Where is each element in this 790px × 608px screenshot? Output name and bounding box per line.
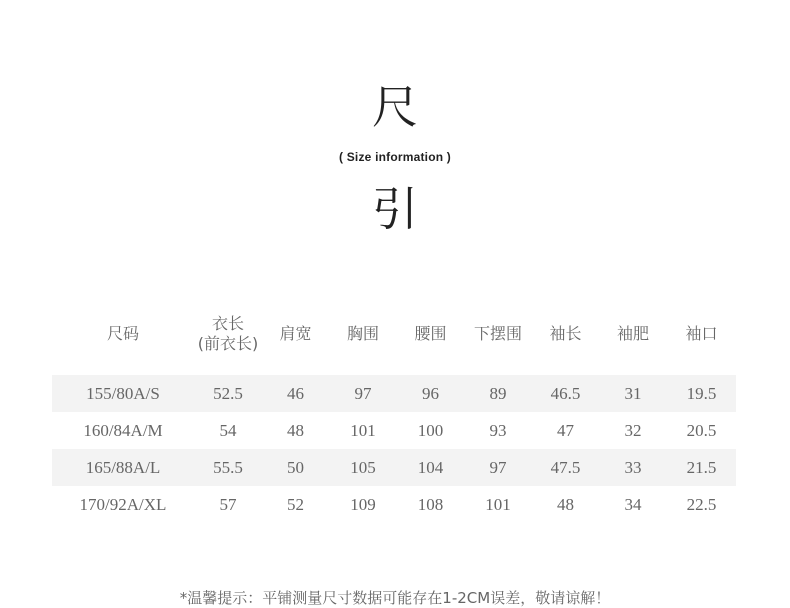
table-cell: 50 (287, 457, 304, 477)
table-cell: 54 (219, 420, 237, 440)
table-row (52, 412, 736, 449)
size-table (52, 312, 736, 523)
header-label: 衣长 (211, 313, 244, 333)
table-row (52, 375, 736, 412)
table-cell: 155/80A/S (86, 383, 160, 403)
table-cell: 48 (287, 420, 304, 440)
table-cell: 46.5 (550, 383, 581, 403)
table-cell: 52 (287, 494, 304, 514)
table-cell: 47.5 (550, 457, 581, 477)
header-sleeve-width (599, 324, 667, 344)
table-cell: 89 (489, 383, 507, 403)
header-label: 袖口 (685, 323, 718, 343)
table-cell: 170/92A/XL (79, 494, 167, 514)
table-header-row (52, 312, 736, 355)
header-label: 下摆围 (473, 323, 522, 343)
header-hem (464, 324, 532, 344)
header-label: 尺码 (106, 323, 139, 343)
table-cell: 46 (287, 383, 304, 403)
table-cell: 33 (624, 457, 642, 477)
table-cell: 160/84A/M (83, 420, 163, 440)
table-row (52, 486, 736, 523)
header-chest (329, 324, 397, 344)
table-cell: 47 (557, 420, 574, 440)
table-cell: 21.5 (686, 457, 717, 477)
table-cell: 100 (417, 420, 444, 440)
table-cell: 22.5 (686, 494, 717, 514)
header-label: 袖肥 (616, 323, 649, 343)
table-cell: 101 (485, 494, 511, 514)
header-label: 胸围 (346, 323, 379, 343)
table-cell: 96 (422, 383, 439, 403)
table-cell: 20.5 (686, 420, 717, 440)
header-cuff (667, 324, 736, 344)
table-cell: 34 (624, 494, 642, 514)
title-char-yin: 引 (372, 182, 418, 236)
table-cell: 52.5 (213, 383, 243, 403)
header-sleeve-length (532, 324, 599, 344)
table-row (52, 449, 736, 486)
title-char-chi: 尺 (372, 80, 418, 134)
table-cell: 19.5 (686, 383, 717, 403)
header-label: 肩宽 (279, 323, 312, 343)
table-cell: 97 (489, 457, 507, 477)
table-cell: 109 (350, 494, 376, 514)
table-cell: 55.5 (213, 457, 243, 477)
table-cell: 97 (354, 383, 372, 403)
table-cell: 32 (624, 420, 642, 440)
header-label: 袖长 (549, 323, 582, 343)
table-cell: 57 (219, 494, 237, 514)
header-size (52, 324, 194, 344)
table-cell: 101 (350, 420, 376, 440)
header-label: 腰围 (414, 323, 447, 343)
size-information-subtitle: ( Size information ) (339, 150, 451, 164)
table-cell: 48 (557, 494, 574, 514)
header-sublabel: (前衣长) (197, 333, 259, 353)
table-cell: 108 (417, 494, 444, 514)
table-cell: 105 (350, 457, 376, 477)
header-length (194, 314, 262, 354)
table-cell: 31 (624, 383, 642, 403)
header-waist (397, 324, 464, 344)
table-cell: 104 (417, 457, 444, 477)
header-shoulder (262, 324, 329, 344)
measurement-note: *温馨提示：平铺测量尺寸数据可能存在1-2CM误差，敬请谅解！ (179, 589, 611, 607)
table-cell: 93 (489, 420, 507, 440)
table-cell: 165/88A/L (85, 457, 161, 477)
